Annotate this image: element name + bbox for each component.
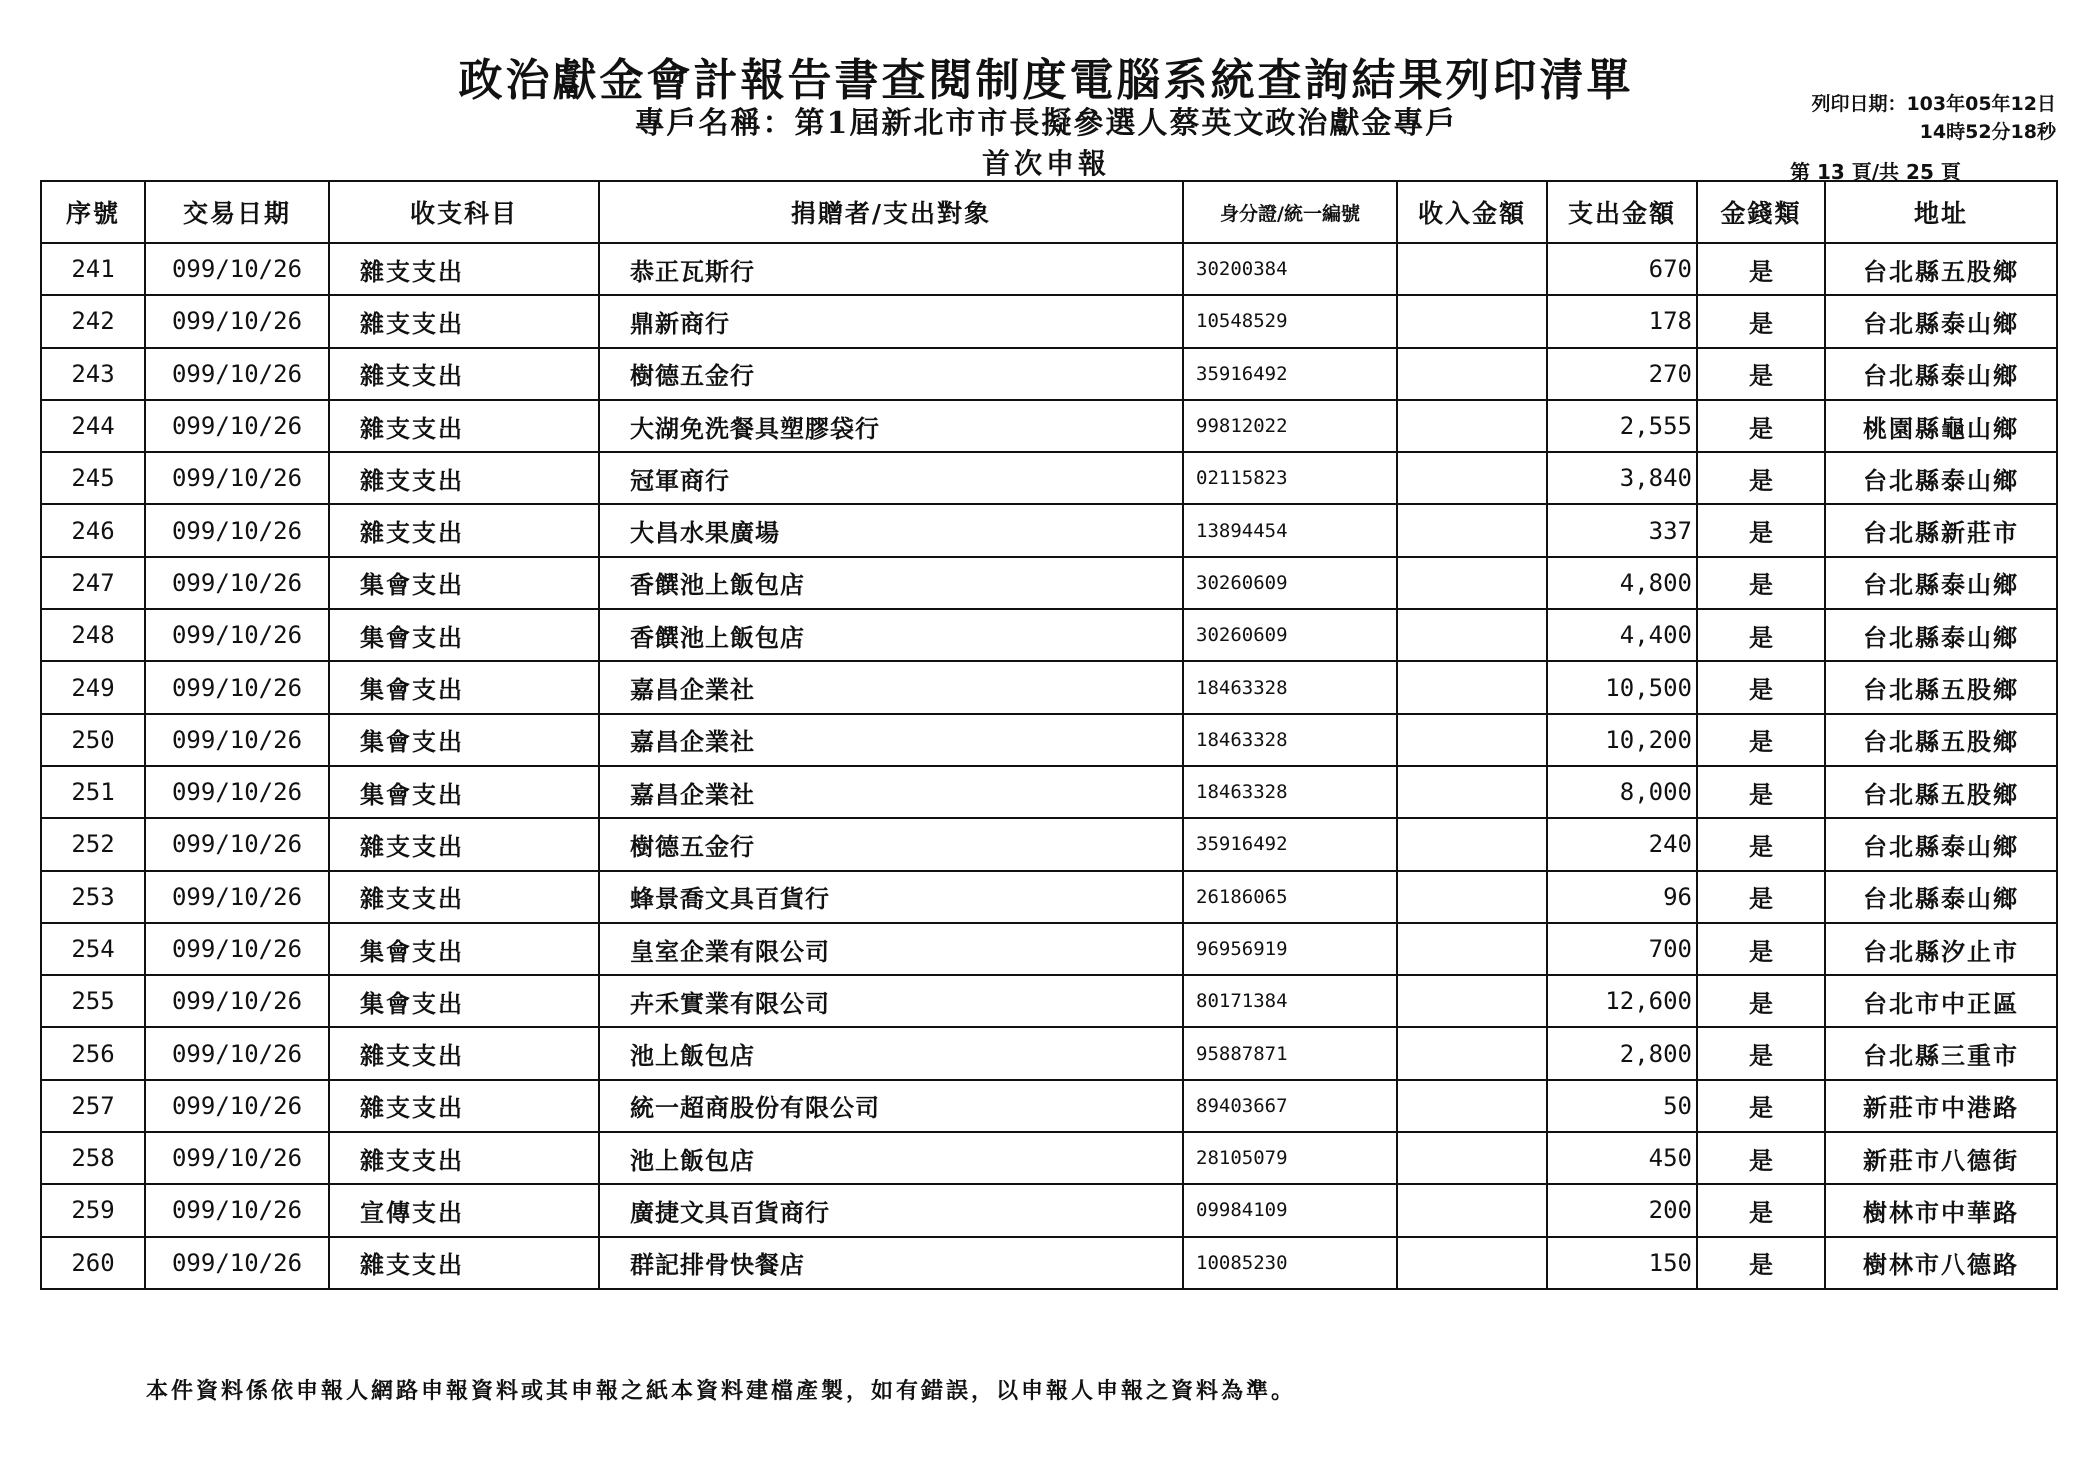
cell-id: 28105079 xyxy=(1183,1132,1397,1184)
cell-seq: 254 xyxy=(41,923,145,975)
cell-id: 26186065 xyxy=(1183,871,1397,923)
col-counterparty-header: 捐贈者/支出對象 xyxy=(599,181,1183,243)
cell-counterparty: 池上飯包店 xyxy=(599,1132,1183,1184)
cell-income xyxy=(1397,661,1547,713)
cell-cash: 是 xyxy=(1697,400,1825,452)
cell-income xyxy=(1397,818,1547,870)
cell-date: 099/10/26 xyxy=(145,243,329,295)
cell-date: 099/10/26 xyxy=(145,504,329,556)
cell-address: 台北縣五股鄉 xyxy=(1825,766,2057,818)
cell-cash: 是 xyxy=(1697,766,1825,818)
col-income-header: 收入金額 xyxy=(1397,181,1547,243)
cell-seq: 245 xyxy=(41,452,145,504)
cell-seq: 247 xyxy=(41,557,145,609)
col-category-header: 收支科目 xyxy=(329,181,599,243)
cell-counterparty: 樹德五金行 xyxy=(599,348,1183,400)
cell-expense: 450 xyxy=(1547,1132,1697,1184)
cell-income xyxy=(1397,1080,1547,1132)
account-name: 專戶名稱：第1屆新北市市長擬參選人蔡英文政治獻金專戶 xyxy=(634,106,1458,141)
cell-id: 18463328 xyxy=(1183,661,1397,713)
cell-category: 集會支出 xyxy=(329,923,599,975)
cell-cash: 是 xyxy=(1697,1132,1825,1184)
cell-id: 99812022 xyxy=(1183,400,1397,452)
table-row xyxy=(41,1080,2057,1132)
cell-category: 雜支支出 xyxy=(329,348,599,400)
cell-id: 30200384 xyxy=(1183,243,1397,295)
cell-address: 樹林市八德路 xyxy=(1825,1237,2057,1289)
cell-id: 18463328 xyxy=(1183,714,1397,766)
cell-id: 35916492 xyxy=(1183,818,1397,870)
cell-address: 新莊市中港路 xyxy=(1825,1080,2057,1132)
cell-seq: 249 xyxy=(41,661,145,713)
cell-cash: 是 xyxy=(1697,871,1825,923)
cell-counterparty: 群記排骨快餐店 xyxy=(599,1237,1183,1289)
cell-income xyxy=(1397,609,1547,661)
cell-seq: 252 xyxy=(41,818,145,870)
cell-expense: 8,000 xyxy=(1547,766,1697,818)
cell-category: 集會支出 xyxy=(329,714,599,766)
table-row xyxy=(41,871,2057,923)
cell-id: 35916492 xyxy=(1183,348,1397,400)
cell-counterparty: 恭正瓦斯行 xyxy=(599,243,1183,295)
cell-income xyxy=(1397,1237,1547,1289)
cell-seq: 255 xyxy=(41,975,145,1027)
cell-date: 099/10/26 xyxy=(145,766,329,818)
cell-income xyxy=(1397,714,1547,766)
cell-expense: 2,800 xyxy=(1547,1027,1697,1079)
cell-income xyxy=(1397,400,1547,452)
cell-income xyxy=(1397,766,1547,818)
cell-date: 099/10/26 xyxy=(145,1027,329,1079)
table-row xyxy=(41,923,2057,975)
cell-expense: 240 xyxy=(1547,818,1697,870)
table-row xyxy=(41,400,2057,452)
cell-seq: 259 xyxy=(41,1184,145,1236)
table-header-row xyxy=(41,181,2057,243)
page-indicator: 第 13 頁/共 25 頁 xyxy=(1790,160,1961,184)
table-row xyxy=(41,557,2057,609)
cell-seq: 260 xyxy=(41,1237,145,1289)
cell-date: 099/10/26 xyxy=(145,557,329,609)
cell-seq: 243 xyxy=(41,348,145,400)
cell-id: 80171384 xyxy=(1183,975,1397,1027)
cell-cash: 是 xyxy=(1697,818,1825,870)
cell-category: 雜支支出 xyxy=(329,871,599,923)
col-cash-header: 金錢類 xyxy=(1697,181,1825,243)
cell-income xyxy=(1397,557,1547,609)
cell-id: 96956919 xyxy=(1183,923,1397,975)
cell-expense: 10,500 xyxy=(1547,661,1697,713)
cell-income xyxy=(1397,504,1547,556)
table-row xyxy=(41,1027,2057,1079)
cell-address: 台北縣五股鄉 xyxy=(1825,714,2057,766)
cell-seq: 251 xyxy=(41,766,145,818)
cell-address: 樹林市中華路 xyxy=(1825,1184,2057,1236)
cell-cash: 是 xyxy=(1697,348,1825,400)
cell-seq: 256 xyxy=(41,1027,145,1079)
cell-address: 台北縣五股鄉 xyxy=(1825,243,2057,295)
cell-counterparty: 廣捷文具百貨商行 xyxy=(599,1184,1183,1236)
cell-income xyxy=(1397,923,1547,975)
cell-id: 95887871 xyxy=(1183,1027,1397,1079)
cell-expense: 700 xyxy=(1547,923,1697,975)
cell-id: 10548529 xyxy=(1183,295,1397,347)
cell-id: 13894454 xyxy=(1183,504,1397,556)
cell-address: 台北縣新莊市 xyxy=(1825,504,2057,556)
cell-expense: 337 xyxy=(1547,504,1697,556)
cell-counterparty: 嘉昌企業社 xyxy=(599,714,1183,766)
col-expense-header: 支出金額 xyxy=(1547,181,1697,243)
print-date: 列印日期：103年05年12日 xyxy=(1811,93,2056,115)
cell-income xyxy=(1397,348,1547,400)
cell-cash: 是 xyxy=(1697,609,1825,661)
print-info xyxy=(1811,90,2056,146)
cell-cash: 是 xyxy=(1697,661,1825,713)
cell-category: 雜支支出 xyxy=(329,1027,599,1079)
cell-address: 台北縣泰山鄉 xyxy=(1825,818,2057,870)
col-id-header: 身分證/統一編號 xyxy=(1183,181,1397,243)
cell-counterparty: 香饌池上飯包店 xyxy=(599,609,1183,661)
cell-cash: 是 xyxy=(1697,452,1825,504)
cell-date: 099/10/26 xyxy=(145,818,329,870)
cell-id: 09984109 xyxy=(1183,1184,1397,1236)
table-row xyxy=(41,714,2057,766)
cell-category: 雜支支出 xyxy=(329,452,599,504)
cell-date: 099/10/26 xyxy=(145,923,329,975)
cell-expense: 178 xyxy=(1547,295,1697,347)
cell-seq: 241 xyxy=(41,243,145,295)
cell-seq: 244 xyxy=(41,400,145,452)
cell-cash: 是 xyxy=(1697,1184,1825,1236)
cell-counterparty: 嘉昌企業社 xyxy=(599,766,1183,818)
cell-seq: 248 xyxy=(41,609,145,661)
cell-address: 台北縣泰山鄉 xyxy=(1825,452,2057,504)
cell-date: 099/10/26 xyxy=(145,714,329,766)
cell-expense: 4,800 xyxy=(1547,557,1697,609)
cell-income xyxy=(1397,975,1547,1027)
cell-id: 18463328 xyxy=(1183,766,1397,818)
table-row xyxy=(41,295,2057,347)
cell-income xyxy=(1397,1184,1547,1236)
table-row xyxy=(41,766,2057,818)
table-row xyxy=(41,348,2057,400)
cell-address: 台北縣泰山鄉 xyxy=(1825,295,2057,347)
cell-id: 02115823 xyxy=(1183,452,1397,504)
cell-address: 台北市中正區 xyxy=(1825,975,2057,1027)
cell-counterparty: 樹德五金行 xyxy=(599,818,1183,870)
cell-address: 桃園縣龜山鄉 xyxy=(1825,400,2057,452)
cell-id: 30260609 xyxy=(1183,557,1397,609)
cell-counterparty: 香饌池上飯包店 xyxy=(599,557,1183,609)
cell-date: 099/10/26 xyxy=(145,1132,329,1184)
cell-cash: 是 xyxy=(1697,1080,1825,1132)
cell-expense: 670 xyxy=(1547,243,1697,295)
cell-cash: 是 xyxy=(1697,714,1825,766)
col-address-header: 地址 xyxy=(1825,181,2057,243)
cell-income xyxy=(1397,871,1547,923)
cell-category: 雜支支出 xyxy=(329,1237,599,1289)
cell-counterparty: 大湖免洗餐具塑膠袋行 xyxy=(599,400,1183,452)
cell-date: 099/10/26 xyxy=(145,1080,329,1132)
cell-counterparty: 統一超商股份有限公司 xyxy=(599,1080,1183,1132)
cell-seq: 258 xyxy=(41,1132,145,1184)
cell-cash: 是 xyxy=(1697,243,1825,295)
cell-expense: 96 xyxy=(1547,871,1697,923)
cell-cash: 是 xyxy=(1697,923,1825,975)
cell-category: 雜支支出 xyxy=(329,243,599,295)
table-row xyxy=(41,609,2057,661)
cell-income xyxy=(1397,452,1547,504)
cell-counterparty: 鼎新商行 xyxy=(599,295,1183,347)
table-row xyxy=(41,1132,2057,1184)
table-row xyxy=(41,661,2057,713)
cell-address: 台北縣泰山鄉 xyxy=(1825,609,2057,661)
cell-date: 099/10/26 xyxy=(145,400,329,452)
document-title: 政治獻金會計報告書查閱制度電腦系統查詢結果列印清單 xyxy=(458,55,1634,106)
cell-id: 89403667 xyxy=(1183,1080,1397,1132)
cell-id: 10085230 xyxy=(1183,1237,1397,1289)
cell-expense: 10,200 xyxy=(1547,714,1697,766)
cell-category: 宣傳支出 xyxy=(329,1184,599,1236)
cell-address: 台北縣五股鄉 xyxy=(1825,661,2057,713)
cell-date: 099/10/26 xyxy=(145,871,329,923)
cell-expense: 50 xyxy=(1547,1080,1697,1132)
cell-counterparty: 卉禾實業有限公司 xyxy=(599,975,1183,1027)
cell-address: 新莊市八德街 xyxy=(1825,1132,2057,1184)
col-date-header: 交易日期 xyxy=(145,181,329,243)
cell-date: 099/10/26 xyxy=(145,452,329,504)
cell-date: 099/10/26 xyxy=(145,348,329,400)
cell-counterparty: 嘉昌企業社 xyxy=(599,661,1183,713)
cell-category: 雜支支出 xyxy=(329,818,599,870)
cell-cash: 是 xyxy=(1697,1027,1825,1079)
cell-date: 099/10/26 xyxy=(145,1184,329,1236)
cell-seq: 250 xyxy=(41,714,145,766)
cell-counterparty: 皇室企業有限公司 xyxy=(599,923,1183,975)
cell-category: 雜支支出 xyxy=(329,295,599,347)
cell-category: 集會支出 xyxy=(329,609,599,661)
table-row xyxy=(41,1237,2057,1289)
cell-seq: 257 xyxy=(41,1080,145,1132)
cell-cash: 是 xyxy=(1697,504,1825,556)
cell-income xyxy=(1397,1132,1547,1184)
cell-date: 099/10/26 xyxy=(145,295,329,347)
cell-cash: 是 xyxy=(1697,295,1825,347)
disclaimer-footer: 本件資料係依申報人網路申報資料或其申報之紙本資料建檔產製，如有錯誤，以申報人申報之資料為準。 xyxy=(146,1379,1297,1404)
cell-category: 集會支出 xyxy=(329,975,599,1027)
cell-date: 099/10/26 xyxy=(145,975,329,1027)
cell-expense: 3,840 xyxy=(1547,452,1697,504)
cell-counterparty: 冠軍商行 xyxy=(599,452,1183,504)
cell-counterparty: 蜂景喬文具百貨行 xyxy=(599,871,1183,923)
cell-address: 台北縣泰山鄉 xyxy=(1825,557,2057,609)
report-type: 首次申報 xyxy=(981,147,1110,180)
cell-seq: 242 xyxy=(41,295,145,347)
cell-cash: 是 xyxy=(1697,1237,1825,1289)
cell-date: 099/10/26 xyxy=(145,1237,329,1289)
table-row xyxy=(41,818,2057,870)
cell-date: 099/10/26 xyxy=(145,609,329,661)
cell-counterparty: 池上飯包店 xyxy=(599,1027,1183,1079)
cell-date: 099/10/26 xyxy=(145,661,329,713)
cell-expense: 270 xyxy=(1547,348,1697,400)
cell-income xyxy=(1397,295,1547,347)
table-row xyxy=(41,243,2057,295)
transactions-table xyxy=(40,180,2058,1290)
cell-address: 台北縣汐止市 xyxy=(1825,923,2057,975)
table-row xyxy=(41,975,2057,1027)
cell-seq: 246 xyxy=(41,504,145,556)
cell-category: 集會支出 xyxy=(329,766,599,818)
cell-category: 雜支支出 xyxy=(329,1080,599,1132)
cell-category: 雜支支出 xyxy=(329,504,599,556)
cell-income xyxy=(1397,1027,1547,1079)
cell-seq: 253 xyxy=(41,871,145,923)
cell-income xyxy=(1397,243,1547,295)
cell-expense: 200 xyxy=(1547,1184,1697,1236)
table-row xyxy=(41,452,2057,504)
cell-expense: 12,600 xyxy=(1547,975,1697,1027)
cell-category: 集會支出 xyxy=(329,557,599,609)
cell-expense: 2,555 xyxy=(1547,400,1697,452)
cell-address: 台北縣泰山鄉 xyxy=(1825,871,2057,923)
print-time: 14時52分18秒 xyxy=(1919,121,2056,143)
cell-address: 台北縣泰山鄉 xyxy=(1825,348,2057,400)
cell-expense: 4,400 xyxy=(1547,609,1697,661)
table-row xyxy=(41,1184,2057,1236)
cell-expense: 150 xyxy=(1547,1237,1697,1289)
cell-category: 雜支支出 xyxy=(329,1132,599,1184)
cell-address: 台北縣三重市 xyxy=(1825,1027,2057,1079)
col-seq-header: 序號 xyxy=(41,181,145,243)
cell-counterparty: 大昌水果廣場 xyxy=(599,504,1183,556)
cell-cash: 是 xyxy=(1697,975,1825,1027)
cell-id: 30260609 xyxy=(1183,609,1397,661)
table-row xyxy=(41,504,2057,556)
table-body xyxy=(41,243,2057,1289)
cell-cash: 是 xyxy=(1697,557,1825,609)
cell-category: 雜支支出 xyxy=(329,400,599,452)
cell-category: 集會支出 xyxy=(329,661,599,713)
